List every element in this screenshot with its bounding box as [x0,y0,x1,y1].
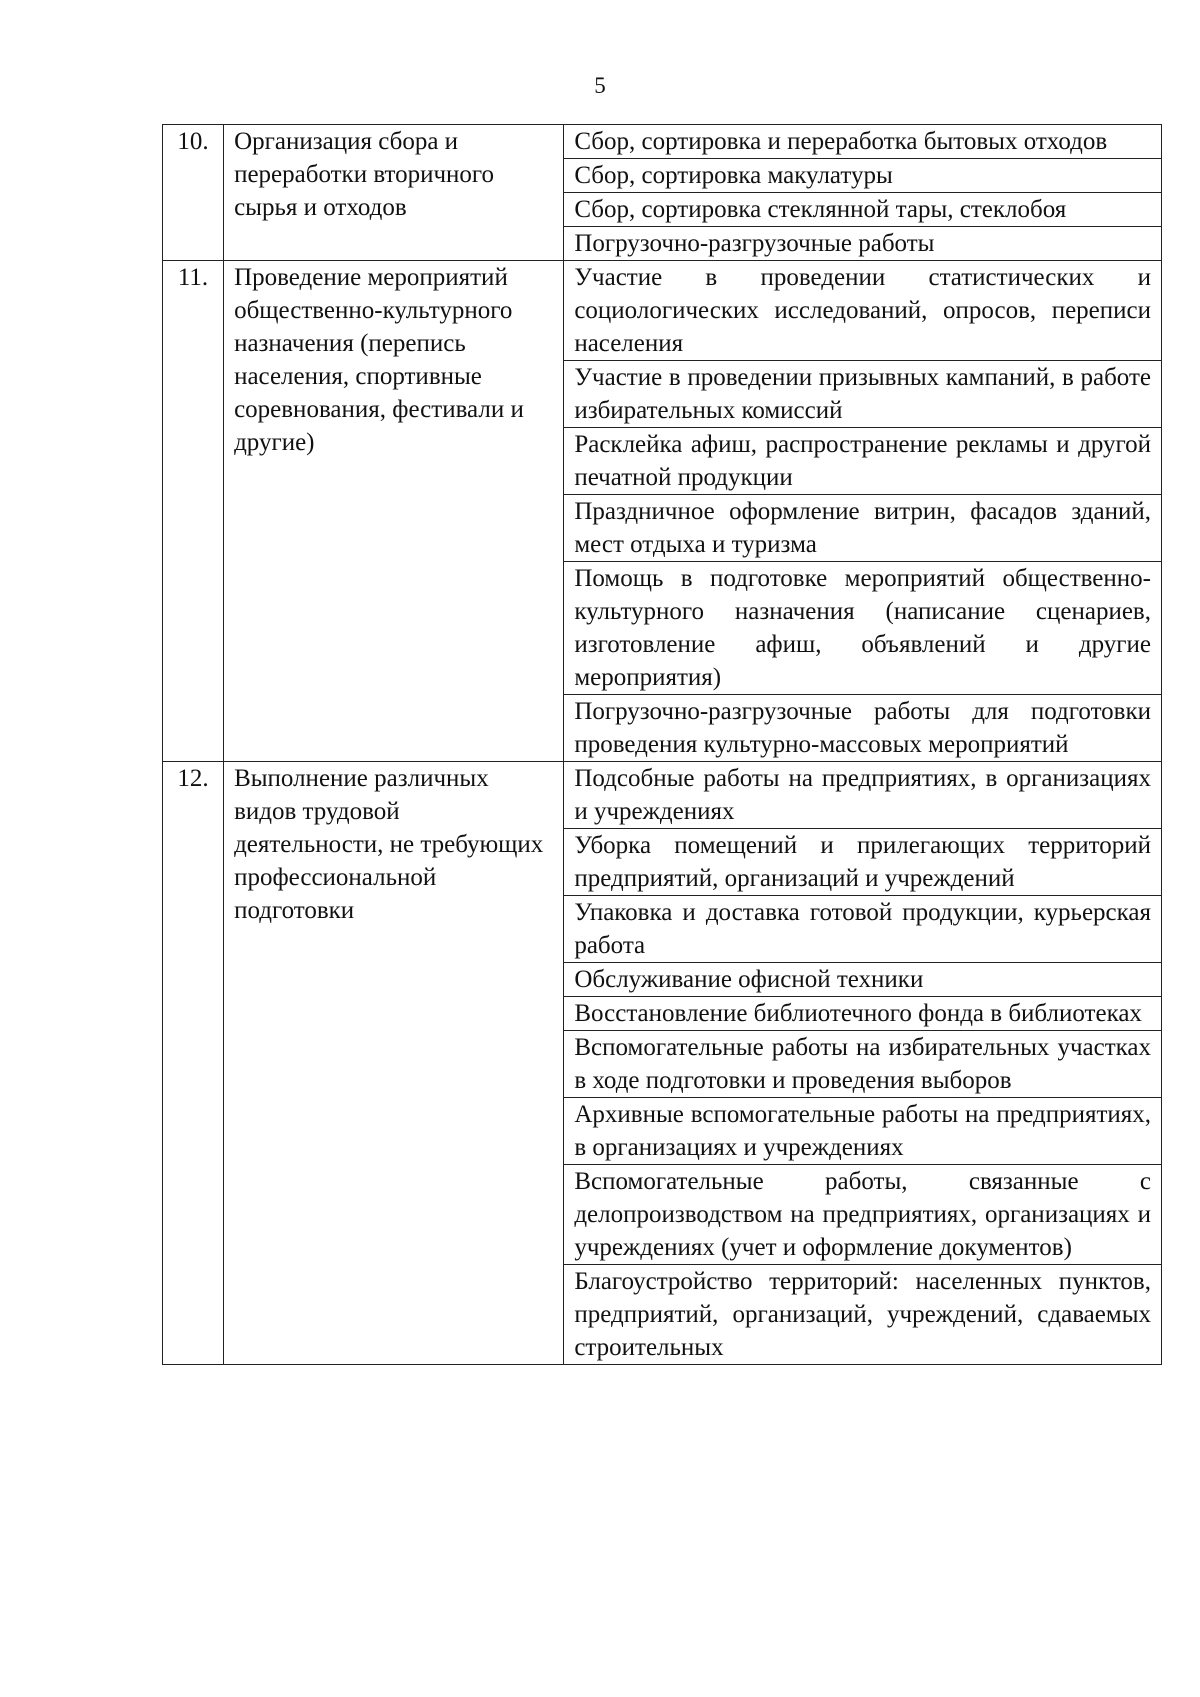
work-type: Подсобные работы на предприятиях, в организациях и учреждениях [564,762,1162,829]
work-type: Погрузочно-разгрузочные работы для подготовки проведения культурно-массовых мероприятий [564,695,1162,762]
work-type: Благоустройство территорий: населенных пунктов, предприятий, организаций, учреждений, сдаваемых строительных [564,1265,1162,1365]
work-type: Расклейка афиш, распространение рекламы и другой печатной продукции [564,428,1162,495]
work-type: Восстановление библиотечного фонда в библиотеках [564,997,1162,1031]
page-number: 5 [594,73,606,98]
work-type: Помощь в подготовке мероприятий общественно-культурного назначения (написание сценариев, изготовление афиш, объявлений и другие мероприятия) [564,562,1162,695]
work-type: Погрузочно-разгрузочные работы [564,227,1162,261]
work-type: Участие в проведении статистических и социологических исследований, опросов, переписи населения [564,261,1162,361]
row-number: 10. [163,125,224,261]
work-type: Упаковка и доставка готовой продукции, курьерская работа [564,896,1162,963]
activity-name: Организация сбора и переработки вторичного сырья и отходов [224,125,564,261]
work-type: Участие в проведении призывных кампаний, в работе избирательных комиссий [564,361,1162,428]
table-row [163,762,1162,829]
work-type: Уборка помещений и прилегающих территорий предприятий, организаций и учреждений [564,829,1162,896]
work-type: Архивные вспомогательные работы на предприятиях, в организациях и учреждениях [564,1098,1162,1165]
table-row [163,261,1162,361]
table-row [163,125,1162,159]
activity-name: Проведение мероприятий общественно-культурного назначения (перепись населения, спортивные соревнования, фестивали и другие) [224,261,564,762]
activities-table [162,124,1162,1365]
row-number: 12. [163,762,224,1365]
work-type: Вспомогательные работы на избирательных участках в ходе подготовки и проведения выборов [564,1031,1162,1098]
work-type: Вспомогательные работы, связанные с делопроизводством на предприятиях, организациях и учреждениях (учет и оформление документов) [564,1165,1162,1265]
work-type: Сбор, сортировка и переработка бытовых отходов [564,125,1162,159]
work-type: Сбор, сортировка стеклянной тары, стеклобоя [564,193,1162,227]
work-type: Праздничное оформление витрин, фасадов зданий, мест отдыха и туризма [564,495,1162,562]
work-type: Обслуживание офисной техники [564,963,1162,997]
work-type: Сбор, сортировка макулатуры [564,159,1162,193]
activity-name: Выполнение различных видов трудовой деятельности, не требующих профессиональной подготовки [224,762,564,1365]
row-number: 11. [163,261,224,762]
